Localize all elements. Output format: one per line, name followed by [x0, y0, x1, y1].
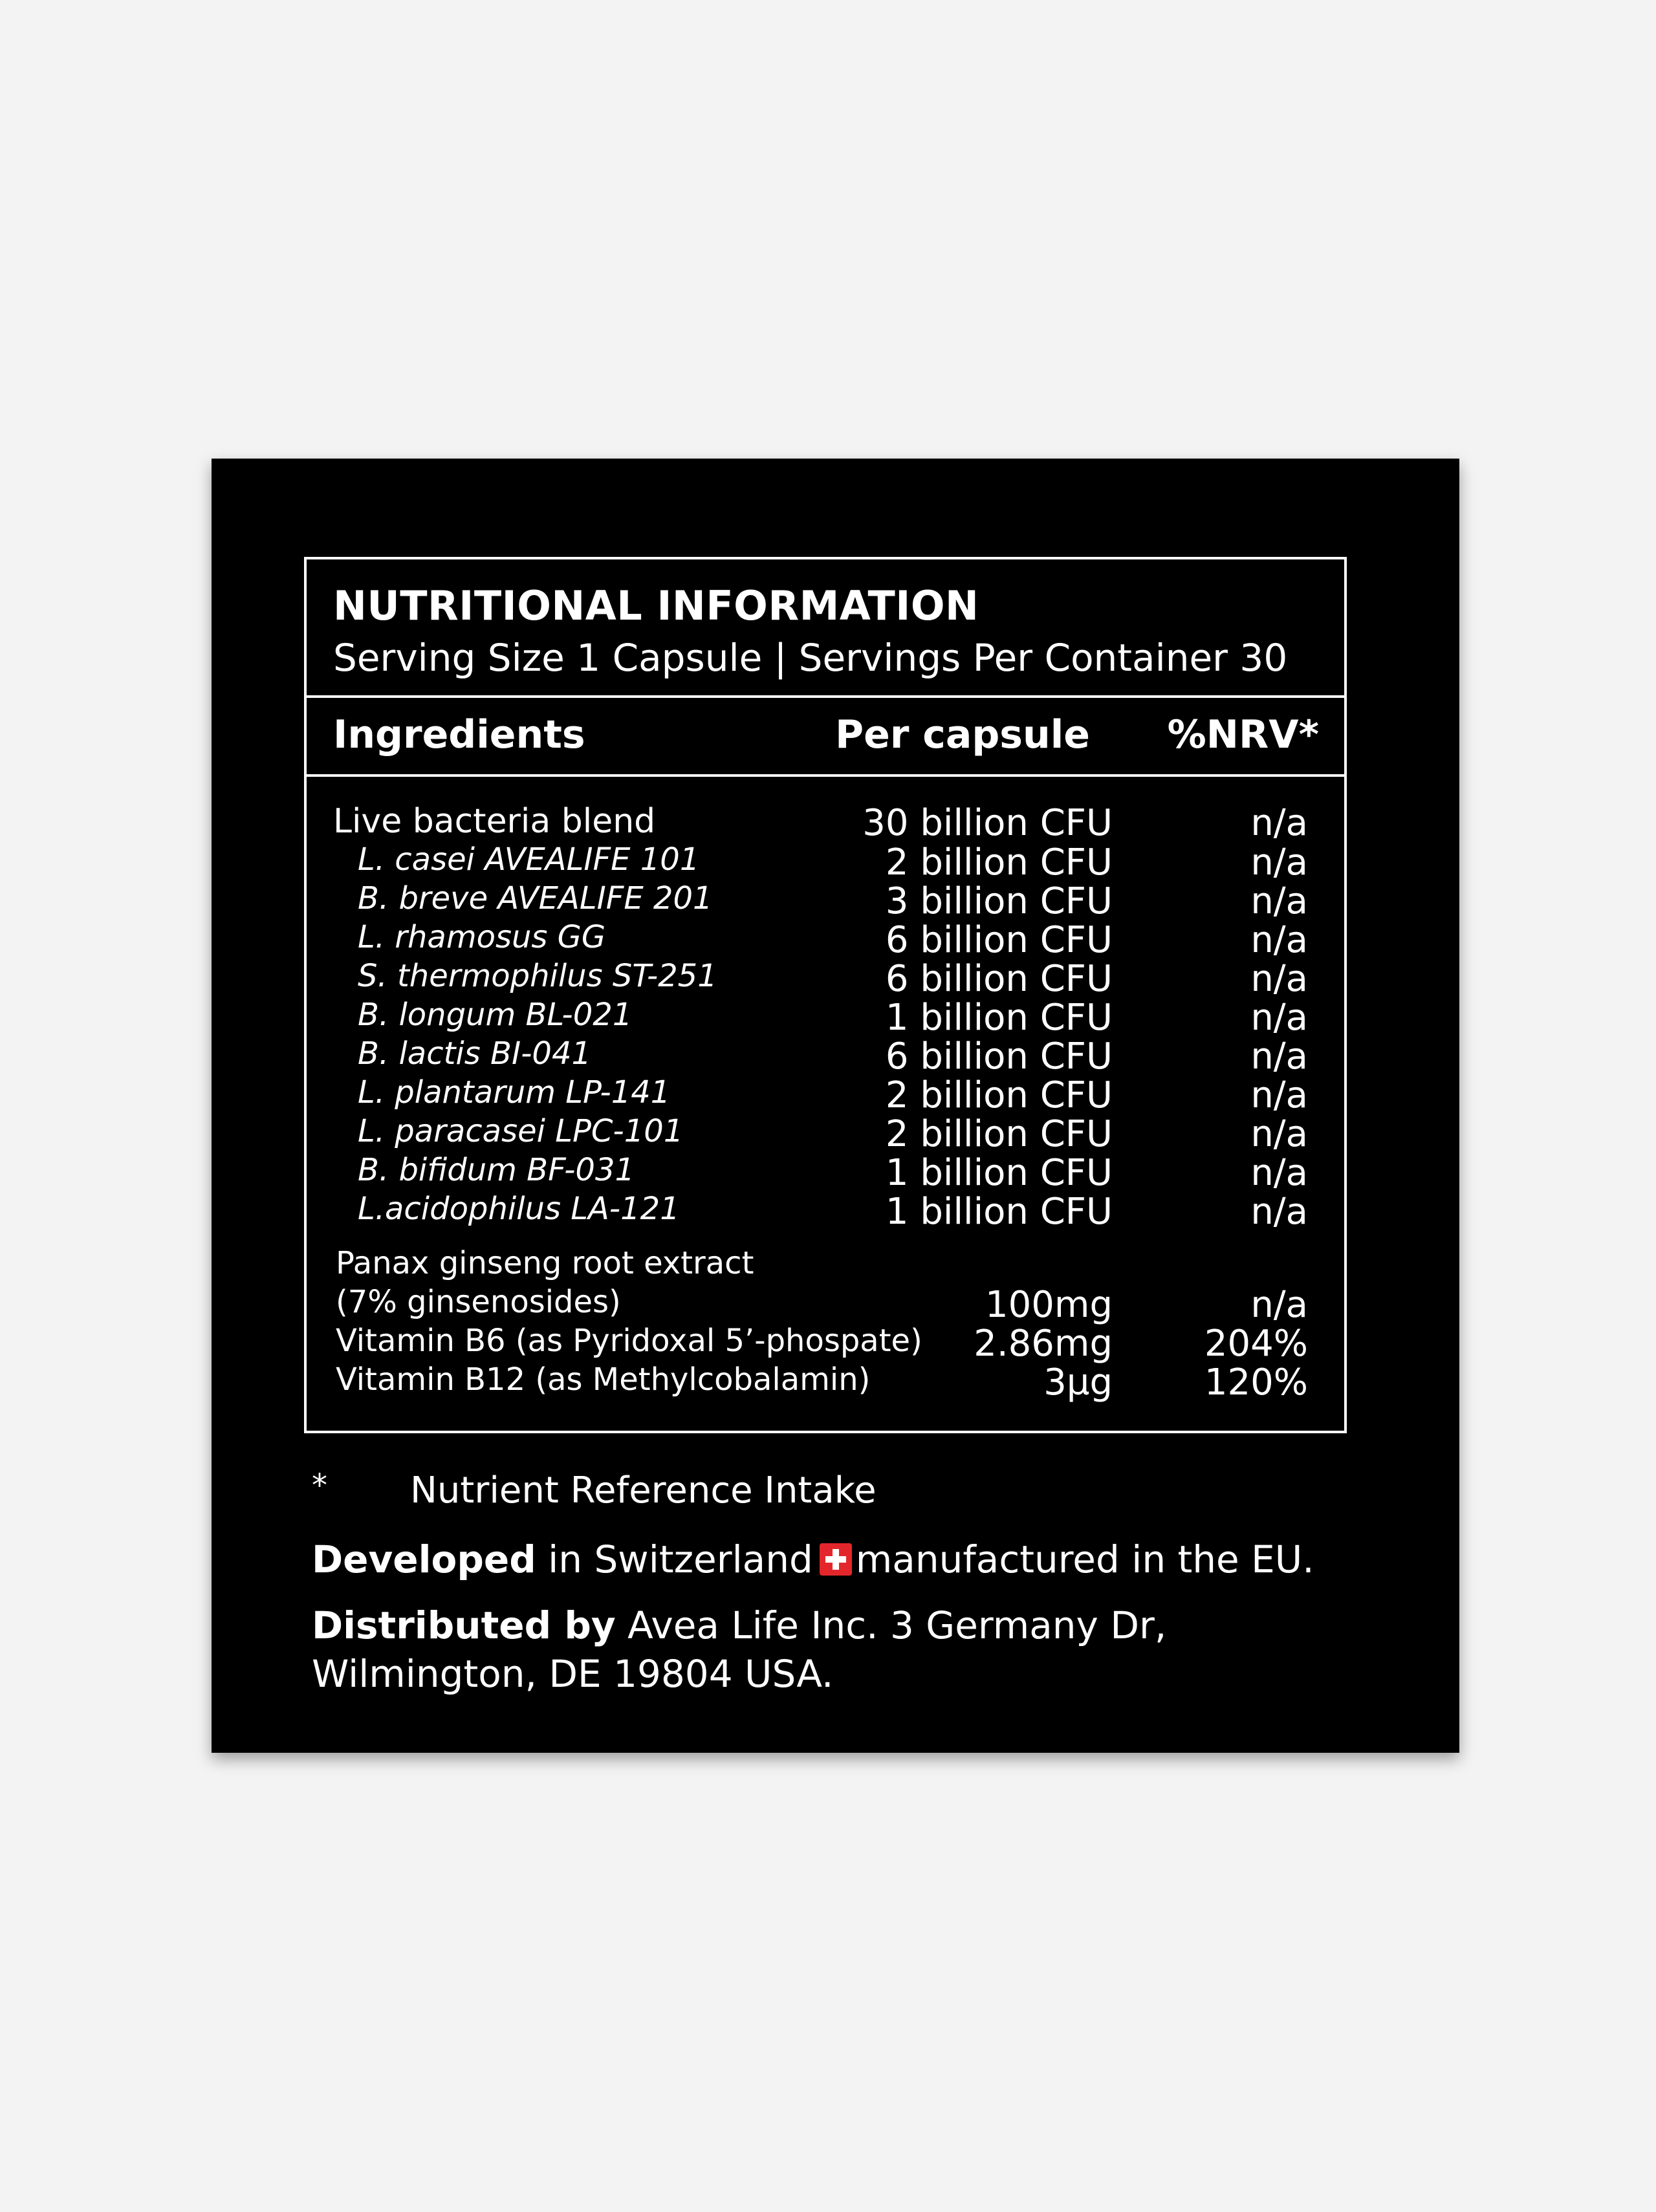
ingredient-nrv: n/a: [1250, 1284, 1308, 1326]
origin-manufactured: manufactured in the EU.: [855, 1537, 1314, 1581]
ingredients-header: Ingredients: [333, 712, 585, 757]
nutrition-label: [212, 459, 1459, 1753]
ingredient-nrv: n/a: [1250, 880, 1308, 922]
column-headers: [307, 698, 1344, 777]
nutrition-facts-box: [304, 557, 1347, 1433]
ingredient-name: B. breve AVEALIFE 201: [358, 880, 713, 916]
ingredient-amount: 30 billion CFU: [862, 802, 1113, 844]
ingredient-nrv: n/a: [1250, 919, 1308, 961]
ingredient-nrv: n/a: [1250, 1113, 1308, 1155]
ingredient-amount: 3 billion CFU: [885, 880, 1113, 922]
ingredient-name: L.acidophilus LA-121: [358, 1191, 680, 1227]
footnote-marker: *: [312, 1468, 327, 1504]
ingredient-nrv: n/a: [1250, 1191, 1308, 1233]
ingredient-name: (7% ginsenosides): [336, 1284, 621, 1320]
table-row: [307, 1361, 1344, 1404]
table-row: [307, 1113, 1344, 1155]
table-row: [307, 880, 1344, 922]
ingredient-amount: 2 billion CFU: [885, 1113, 1113, 1155]
ingredient-amount: 3µg: [1043, 1361, 1113, 1404]
ingredient-amount: 100mg: [985, 1284, 1113, 1326]
table-row: [307, 1284, 1344, 1326]
per-capsule-header: Per capsule: [835, 712, 1090, 757]
ingredient-nrv: n/a: [1250, 1074, 1308, 1116]
ingredient-nrv: n/a: [1250, 802, 1308, 844]
distribution-line-1: [312, 1603, 1166, 1647]
table-row: [307, 958, 1344, 1000]
table-row: [307, 1191, 1344, 1233]
table-row: [307, 1323, 1344, 1365]
ingredient-amount: 2 billion CFU: [885, 841, 1113, 884]
ingredient-name: B. bifidum BF-031: [358, 1152, 635, 1188]
ingredient-name: L. plantarum LP-141: [358, 1074, 671, 1111]
ingredient-name: B. lactis BI-041: [358, 1036, 592, 1072]
table-row: [307, 1074, 1344, 1116]
distribution-bold: Distributed by: [312, 1603, 616, 1647]
nrv-header: %NRV*: [1167, 712, 1319, 757]
ingredient-nrv: n/a: [1250, 997, 1308, 1039]
ingredient-amount: 2.86mg: [974, 1323, 1113, 1365]
ingredient-nrv: n/a: [1250, 958, 1308, 1000]
distribution-address: Avea Life Inc. 3 Germany Dr,: [615, 1603, 1167, 1647]
origin-statement: [312, 1537, 1314, 1581]
ingredient-nrv: 204%: [1204, 1323, 1308, 1365]
table-row: [307, 919, 1344, 961]
facts-title: NUTRITIONAL INFORMATION: [333, 582, 979, 629]
ingredient-name: L. paracasei LPC-101: [358, 1113, 684, 1149]
serving-info: Serving Size 1 Capsule | Servings Per Container 30: [333, 636, 1288, 680]
origin-text: in Switzerland: [536, 1537, 813, 1581]
table-row: [307, 841, 1344, 884]
distribution-line-2: Wilmington, DE 19804 USA.: [312, 1652, 834, 1696]
ingredient-name: Panax ginseng root extract: [336, 1245, 754, 1281]
table-row: [307, 997, 1344, 1039]
table-row: [307, 802, 1344, 844]
ingredient-name: B. longum BL-021: [358, 997, 633, 1033]
ingredient-nrv: n/a: [1250, 841, 1308, 884]
ingredient-nrv: 120%: [1204, 1361, 1308, 1404]
ingredient-name: Live bacteria blend: [333, 802, 656, 841]
ingredient-amount: 1 billion CFU: [885, 1191, 1113, 1233]
table-row: [307, 1152, 1344, 1194]
ingredient-amount: 1 billion CFU: [885, 997, 1113, 1039]
ingredient-name: Vitamin B12 (as Methylcobalamin): [336, 1361, 871, 1398]
table-row: [307, 1036, 1344, 1078]
ingredient-amount: 6 billion CFU: [885, 919, 1113, 961]
table-row: [307, 1245, 1344, 1284]
ingredient-name: S. thermophilus ST-251: [358, 958, 717, 994]
ingredient-nrv: n/a: [1250, 1152, 1308, 1194]
ingredient-amount: 6 billion CFU: [885, 1036, 1113, 1078]
ingredient-name: L. casei AVEALIFE 101: [358, 841, 700, 878]
ingredient-name: Vitamin B6 (as Pyridoxal 5’-phospate): [336, 1323, 922, 1359]
origin-bold: Developed: [312, 1537, 536, 1581]
facts-header: [307, 559, 1344, 698]
footnote-text: Nutrient Reference Intake: [410, 1469, 877, 1512]
ingredient-nrv: n/a: [1250, 1036, 1308, 1078]
ingredient-amount: 2 billion CFU: [885, 1074, 1113, 1116]
swiss-flag-icon: [820, 1543, 852, 1576]
ingredient-amount: 6 billion CFU: [885, 958, 1113, 1000]
ingredient-amount: 1 billion CFU: [885, 1152, 1113, 1194]
ingredient-name: L. rhamosus GG: [358, 919, 606, 955]
